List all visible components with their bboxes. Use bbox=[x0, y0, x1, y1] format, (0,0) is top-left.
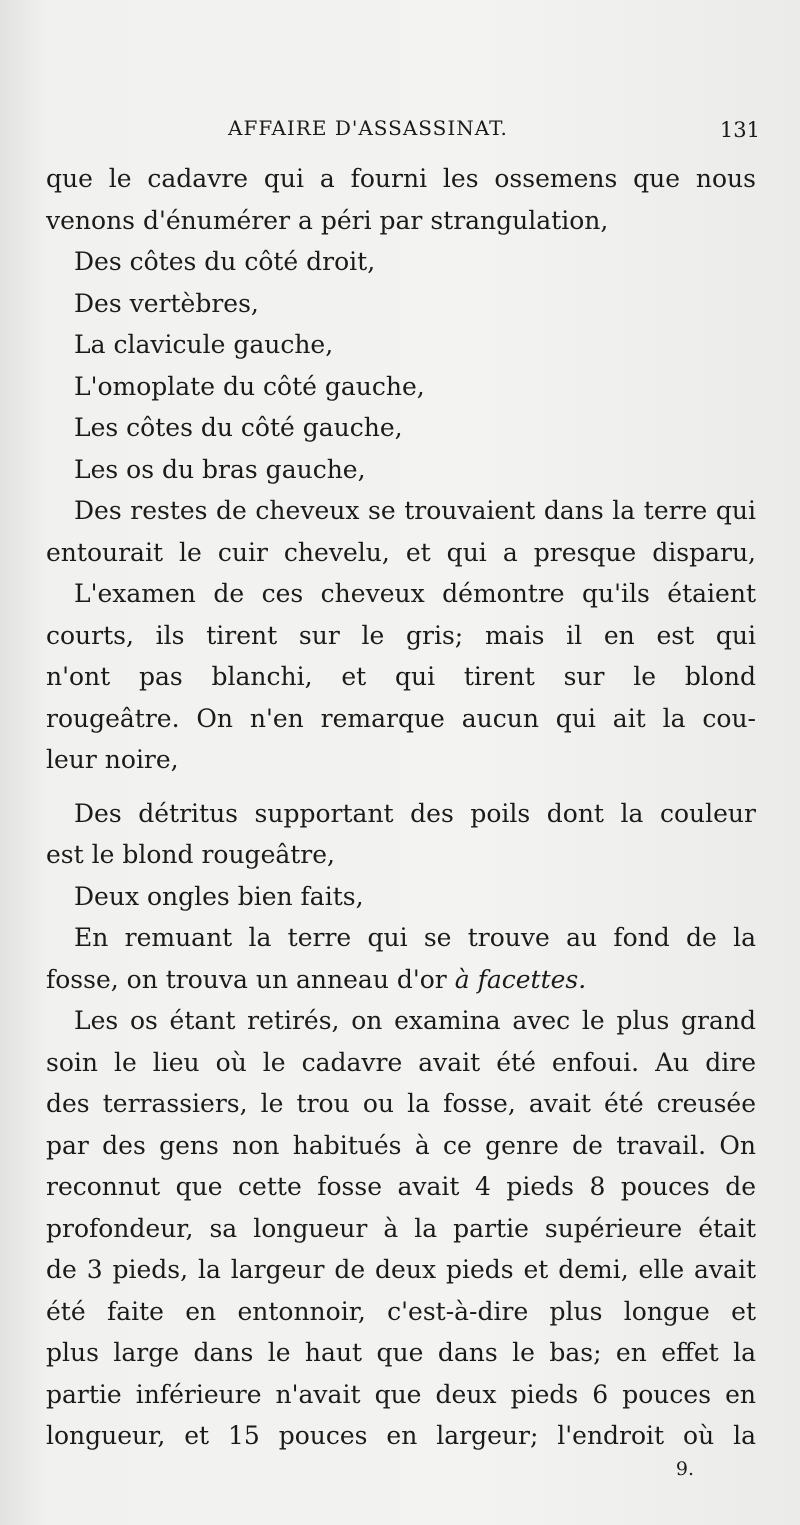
page-number: 131 bbox=[719, 118, 760, 142]
text-line: est le blond rougeâtre, bbox=[46, 840, 336, 869]
text-line bbox=[46, 959, 756, 1001]
signature-mark: 9. bbox=[675, 1458, 694, 1480]
text-line: plus large dans le haut que dans le bas; en effet la bbox=[46, 1338, 756, 1367]
text-line: été faite en entonnoir, c'est-à-dire plus longue et bbox=[46, 1296, 756, 1326]
text-line: reconnut que cette fosse avait 4 pieds 8 pouces de bbox=[46, 1172, 756, 1201]
page-header bbox=[0, 112, 800, 148]
text-line: Les os du bras gauche, bbox=[74, 454, 366, 484]
text-line: Des côtes du côté droit, bbox=[74, 247, 376, 276]
italic-phrase: à facettes. bbox=[454, 964, 587, 994]
body-text bbox=[46, 158, 756, 1457]
text-line: soin le lieu où le cadavre avait été enfoui. Au dire bbox=[46, 1047, 756, 1077]
text-line: partie inférieure n'avait que deux pieds 6 pouces en bbox=[46, 1379, 756, 1409]
text-line: courts, ils tirent sur le gris; mais il en est qui bbox=[46, 620, 756, 650]
text-line: que le cadavre qui a fourni les ossemens que nous bbox=[46, 164, 756, 193]
text-line: Des vertèbres, bbox=[74, 288, 259, 318]
text-line: En remuant la terre qui se trouve au fond de la bbox=[74, 923, 756, 952]
text-line: Deux ongles bien faits, bbox=[74, 881, 364, 911]
text-line: des terrassiers, le trou ou la fosse, avait été creusée bbox=[46, 1089, 756, 1118]
text-line: Des restes de cheveux se trouvaient dans la terre qui bbox=[74, 496, 756, 525]
text-line: par des gens non habitués à ce genre de travail. On bbox=[46, 1130, 756, 1160]
text-line: L'omoplate du côté gauche, bbox=[74, 371, 425, 401]
text-line: longueur, et 15 pouces en largeur; l'endroit où la bbox=[46, 1421, 756, 1450]
text-line: La clavicule gauche, bbox=[74, 330, 334, 359]
text-line: Les côtes du côté gauche, bbox=[74, 413, 403, 442]
text-line: n'ont pas blanchi, et qui tirent sur le blond bbox=[46, 662, 756, 691]
running-title: AFFAIRE D'ASSASSINAT. bbox=[228, 116, 508, 140]
text-line: de 3 pieds, la largeur de deux pieds et demi, elle avait bbox=[46, 1255, 756, 1284]
text-line: Les os étant retirés, on examina avec le plus grand bbox=[74, 1006, 756, 1035]
text-line: venons d'énumérer a péri par strangulation, bbox=[46, 205, 609, 235]
text-line: profondeur, sa longueur à la partie supérieure était bbox=[46, 1213, 756, 1243]
text-line-segment: fosse, on trouva un anneau d'or bbox=[46, 964, 447, 994]
text-line: Des détritus supportant des poils dont la couleur bbox=[74, 798, 756, 828]
text-line: entourait le cuir chevelu, et qui a presque disparu, bbox=[46, 537, 756, 567]
text-line: L'examen de ces cheveux démontre qu'ils étaient bbox=[74, 579, 756, 608]
text-line: rougeâtre. On n'en remarque aucun qui ait la cou- bbox=[46, 703, 756, 733]
text-line: leur noire, bbox=[46, 745, 179, 774]
